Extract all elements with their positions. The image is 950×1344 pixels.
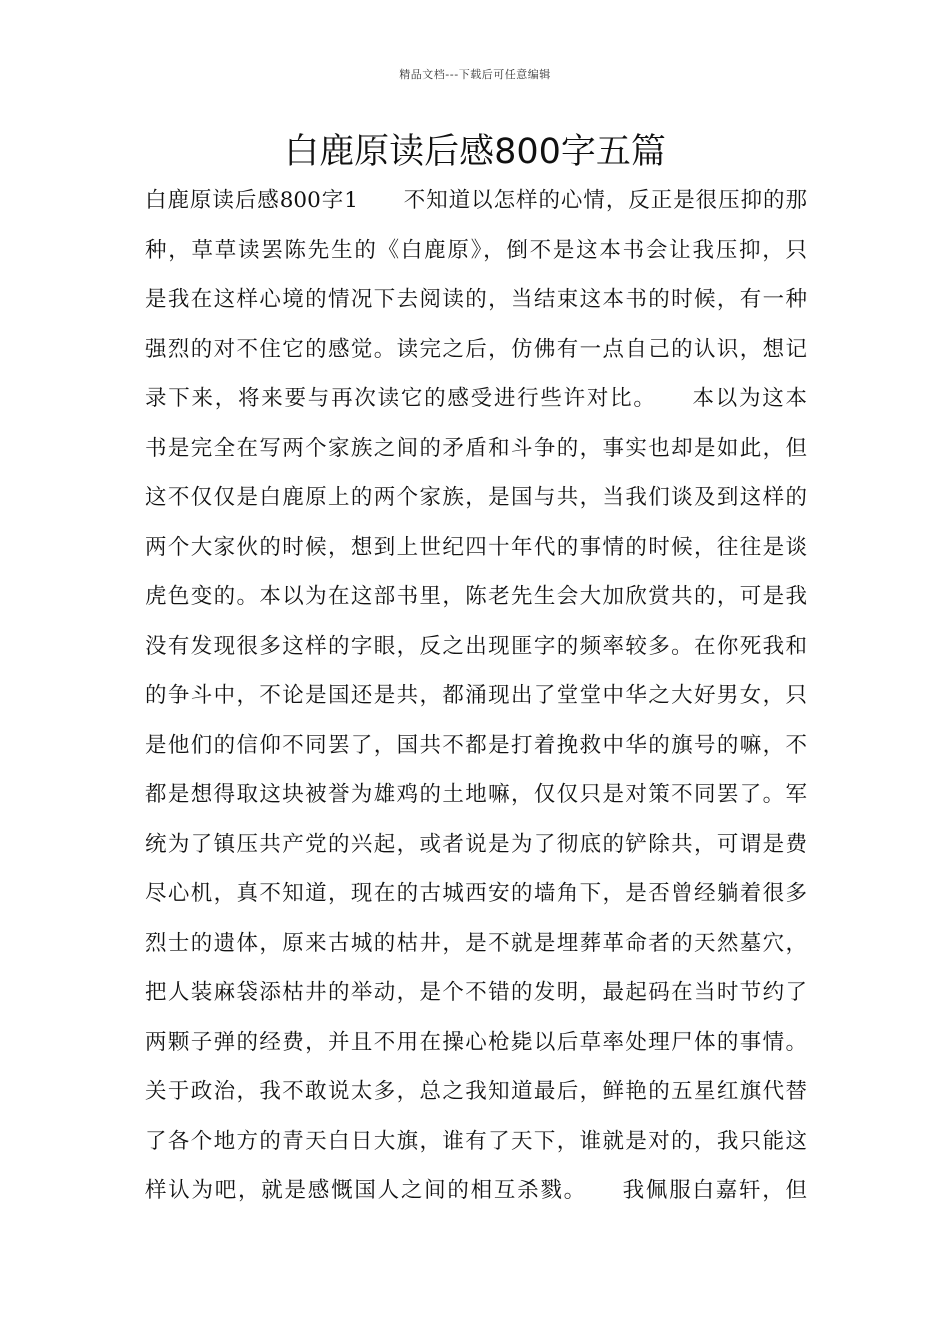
text-line: 烈士的遗体，原来古城的枯井，是不就是埋葬革命者的天然墓穴， — [145, 930, 807, 956]
text-line: 都是想得取这块被誉为雄鸡的土地嘛，仅仅只是对策不同罢了。军 — [145, 782, 807, 807]
text-line: 是我在这样心境的情况下去阅读的，当结束这本书的时候，有一种 — [145, 287, 807, 312]
text-line: 书是完全在写两个家族之间的矛盾和斗争的，事实也却是如此，但 — [145, 435, 807, 461]
document-body — [145, 176, 807, 1216]
text-line: 两个大家伙的时候，想到上世纪四十年代的事情的时候，往往是谈 — [145, 534, 807, 560]
text-line: 是他们的信仰不同罢了，国共不都是打着挽救中华的旗号的嘛，不 — [145, 732, 807, 758]
text-line: 了各个地方的青天白日大旗，谁有了天下，谁就是对的，我只能这 — [145, 1128, 807, 1154]
text-line: 没有发现很多这样的字眼，反之出现匪字的频率较多。在你死我和 — [145, 633, 807, 659]
header-note: 精品文档---下载后可任意编辑 — [399, 68, 551, 81]
text-line: 录下来，将来要与再次读它的感受进行些许对比。 本以为这本 — [145, 386, 807, 411]
text-line: 白鹿原读后感800字1 不知道以怎样的心情，反正是很压抑的那 — [145, 188, 807, 213]
text-line: 这不仅仅是白鹿原上的两个家族，是国与共，当我们谈及到这样的 — [145, 485, 807, 510]
document-title: 白鹿原读后感800字五篇 — [284, 132, 666, 172]
text-line: 两颗子弹的经费，并且不用在操心枪毙以后草率处理尸体的事情。 — [145, 1029, 807, 1055]
text-line: 强烈的对不住它的感觉。读完之后，仿佛有一点自己的认识，想记 — [145, 336, 807, 362]
text-line: 虎色变的。本以为在这部书里，陈老先生会大加欣赏共的，可是我 — [145, 584, 807, 609]
text-line: 关于政治，我不敢说太多，总之我知道最后，鲜艳的五星红旗代替 — [145, 1079, 807, 1104]
text-line: 种，草草读罢陈先生的《白鹿原》，倒不是这本书会让我压抑，只 — [145, 237, 807, 263]
text-line: 的争斗中，不论是国还是共，都涌现出了堂堂中华之大好男女，只 — [145, 683, 807, 708]
text-line: 尽心机，真不知道，现在的古城西安的墙角下，是否曾经躺着很多 — [145, 881, 807, 906]
text-line: 统为了镇压共产党的兴起，或者说是为了彻底的铲除共，可谓是费 — [145, 831, 807, 857]
text-line: 样认为吧，就是感慨国人之间的相互杀戮。 我佩服白嘉轩，但 — [145, 1178, 807, 1203]
text-line: 把人装麻袋添枯井的举动，是个不错的发明，最起码在当时节约了 — [145, 980, 807, 1005]
